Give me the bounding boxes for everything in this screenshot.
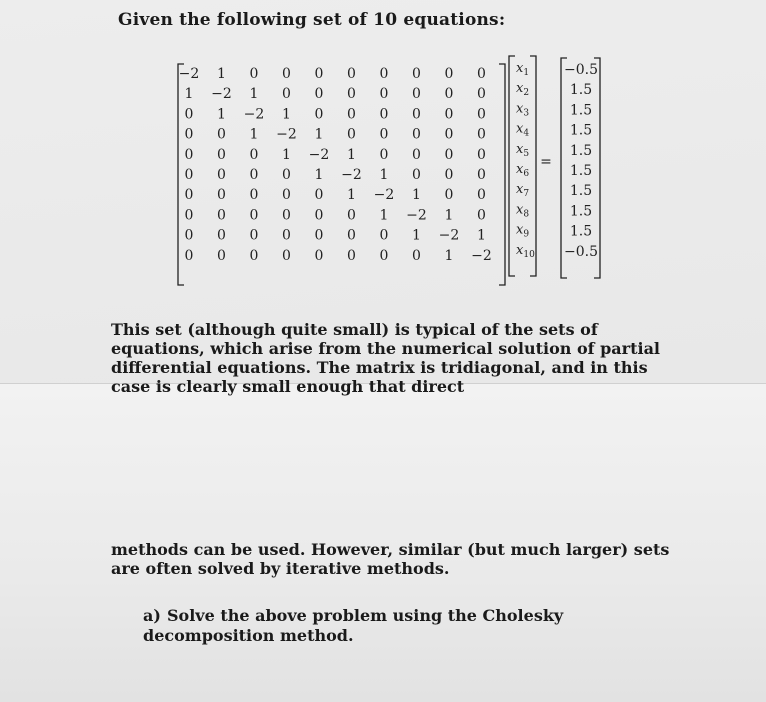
matrix-cell: 0 — [412, 106, 421, 123]
matrix-cell: −2 — [211, 86, 232, 103]
matrix-cell: 0 — [347, 247, 356, 264]
rhs-vector — [561, 58, 600, 278]
matrix-cell: 0 — [184, 106, 194, 123]
matrix-cell: 0 — [217, 187, 226, 204]
matrix-cell: 0 — [347, 126, 356, 143]
unknowns-vector — [509, 56, 536, 276]
matrix-cell: 1 — [217, 106, 226, 123]
matrix-cell: 0 — [412, 126, 421, 143]
unknowns-right-bracket — [530, 56, 536, 276]
unknown-entry: $x_6$ — [516, 162, 530, 179]
unknown-entry: $x_4$ — [516, 121, 530, 139]
rhs-entry: 1.5 — [569, 122, 593, 139]
rhs-entry: 1.5 — [569, 102, 593, 119]
matrix-cell: 1 — [217, 66, 226, 82]
matrix-cell: 0 — [314, 86, 324, 103]
matrix-cell: 1 — [444, 207, 454, 224]
matrix-cell: −2 — [308, 146, 330, 163]
matrix-left-bracket — [178, 64, 184, 285]
matrix-cell: 0 — [282, 247, 291, 264]
matrix-cell: 0 — [477, 66, 486, 82]
unknown-entry: $x_1$ — [516, 61, 530, 78]
matrix-cell: 0 — [282, 227, 291, 244]
matrix-cell: 0 — [347, 66, 356, 82]
unknown-entry: $x_8$ — [516, 202, 530, 220]
matrix-cell: 0 — [412, 86, 421, 103]
unknowns-left-bracket — [509, 56, 515, 276]
matrix-cell: 0 — [314, 227, 324, 244]
heading: Given the following set of 10 equations: — [118, 10, 506, 30]
rhs-entry: 1.5 — [569, 223, 593, 240]
matrix-cell: 0 — [314, 207, 324, 224]
unknown-entry: $x_9$ — [516, 222, 530, 240]
paragraph-2: methods can be used. However, similar (but much larger) sets are often solved by iterative methods. — [111, 540, 670, 578]
matrix-cell: 0 — [314, 66, 324, 82]
matrix-cell: 0 — [249, 207, 259, 224]
matrix-cell: 0 — [217, 247, 226, 264]
matrix-cell: 0 — [412, 66, 421, 82]
paragraph-1: This set (although quite small) is typical of the sets of equations, which arise from the numerical solution of partial differential equations. The matrix is tridiagonal, and in this case is clearly small enough that direct — [111, 320, 661, 396]
unknown-entry: $x_{10}$ — [516, 242, 535, 260]
matrix-cell: 1 — [347, 146, 356, 163]
matrix-cell: 0 — [379, 126, 389, 143]
question-a — [143, 606, 663, 646]
matrix-cell: 0 — [314, 187, 324, 204]
matrix-cell: 1 — [347, 187, 356, 204]
matrix-cell: 1 — [249, 126, 259, 143]
matrix-cell: 0 — [444, 187, 454, 204]
matrix-cell: 1 — [444, 247, 454, 264]
matrix-cell: 0 — [379, 86, 389, 103]
matrix-cell: 0 — [184, 167, 194, 183]
matrix-cell: −2 — [243, 106, 265, 123]
matrix-cell: 0 — [282, 207, 291, 224]
matrix-cell: 0 — [217, 167, 226, 183]
matrix-cell: 0 — [444, 86, 454, 103]
matrix-cell: 0 — [184, 146, 194, 163]
matrix-cell: 0 — [347, 106, 356, 123]
matrix-cell: 0 — [249, 227, 259, 244]
matrix-cell: 0 — [379, 66, 389, 82]
rhs-entry: 1.5 — [569, 163, 593, 179]
matrix-cell: 0 — [184, 187, 194, 204]
matrix-cell: 1 — [314, 167, 324, 183]
matrix-cell: 0 — [444, 146, 454, 163]
matrix-right-bracket — [499, 64, 505, 285]
matrix-cell: 0 — [314, 106, 324, 123]
matrix-cell: 0 — [477, 146, 486, 163]
matrix-cell: 0 — [314, 247, 324, 264]
matrix-cell: 0 — [184, 126, 194, 143]
matrix-cell: −2 — [341, 167, 362, 183]
matrix-cell: 0 — [184, 227, 194, 244]
matrix-cell: 0 — [217, 146, 226, 163]
matrix-cell: 0 — [444, 167, 454, 183]
matrix-cell: −2 — [276, 126, 297, 143]
matrix-cell: 0 — [444, 126, 454, 143]
matrix-cell: 0 — [217, 207, 226, 224]
matrix-cell: 0 — [282, 167, 291, 183]
matrix-cell: 0 — [249, 167, 259, 183]
matrix-cell: 0 — [282, 86, 291, 103]
matrix-cell: 1 — [379, 207, 389, 224]
matrix-cell: 1 — [412, 187, 421, 204]
matrix-cell: 0 — [477, 106, 486, 123]
matrix-cell: 0 — [379, 106, 389, 123]
matrix-cell: 1 — [477, 227, 486, 244]
coefficient-matrix — [178, 64, 505, 285]
unknown-entry: $x_5$ — [516, 141, 530, 159]
matrix-cell: 0 — [444, 66, 454, 82]
matrix-cell: 0 — [412, 167, 421, 183]
matrix-cell: −2 — [178, 66, 200, 82]
matrix-cell: 0 — [477, 167, 486, 183]
rhs-entry: 1.5 — [569, 183, 593, 200]
unknown-entry: $x_7$ — [516, 182, 530, 200]
matrix-cell: 0 — [249, 146, 259, 163]
matrix-cell: 1 — [249, 86, 259, 103]
matrix-cell: 0 — [184, 247, 194, 264]
matrix-cell: 0 — [184, 207, 194, 224]
unknown-entry: $x_2$ — [516, 81, 530, 99]
matrix-cell: 1 — [282, 146, 291, 163]
rhs-entry: −0.5 — [564, 62, 598, 78]
rhs-entry: 1.5 — [569, 82, 593, 99]
matrix-cell: 0 — [412, 247, 421, 264]
matrix-cell: 0 — [379, 227, 389, 244]
matrix-cell: 1 — [314, 126, 324, 143]
question-label: a) — [143, 606, 161, 625]
matrix-cell: 0 — [249, 187, 259, 204]
matrix-cell: 0 — [347, 207, 356, 224]
question-text: Solve the above problem using the Cholesky decomposition method. — [143, 606, 564, 645]
matrix-cell: 1 — [184, 86, 194, 103]
matrix-cell: 0 — [477, 187, 486, 204]
matrix-cell: 0 — [379, 247, 389, 264]
matrix-cell: 0 — [217, 227, 226, 244]
matrix-cell: 0 — [477, 126, 486, 143]
matrix-cell: 0 — [249, 66, 259, 82]
matrix-cell: 0 — [477, 86, 486, 103]
rhs-entry: 1.5 — [569, 142, 593, 159]
matrix-cell: 0 — [444, 106, 454, 123]
matrix-cell: 0 — [282, 66, 291, 82]
matrix-cell: 0 — [249, 247, 259, 264]
matrix-cell: −2 — [406, 207, 427, 224]
matrix-cell: −2 — [438, 227, 460, 244]
matrix-cell: 0 — [282, 187, 291, 204]
matrix-cell: 0 — [217, 126, 226, 143]
rhs-entry: −0.5 — [564, 243, 598, 260]
matrix-cell: 0 — [347, 227, 356, 244]
equals-sign: = — [540, 154, 552, 170]
matrix-cell: 0 — [477, 207, 486, 224]
matrix-cell: 0 — [412, 146, 421, 163]
matrix-cell: 0 — [347, 86, 356, 103]
matrix-cell: 1 — [379, 167, 389, 183]
unknown-entry: $x_3$ — [516, 101, 530, 119]
matrix-cell: 1 — [282, 106, 291, 123]
matrix-cell: 0 — [379, 146, 389, 163]
matrix-cell: −2 — [373, 187, 395, 204]
rhs-entry: 1.5 — [569, 203, 593, 220]
matrix-cell: −2 — [471, 247, 492, 264]
matrix-cell: 1 — [412, 227, 421, 244]
